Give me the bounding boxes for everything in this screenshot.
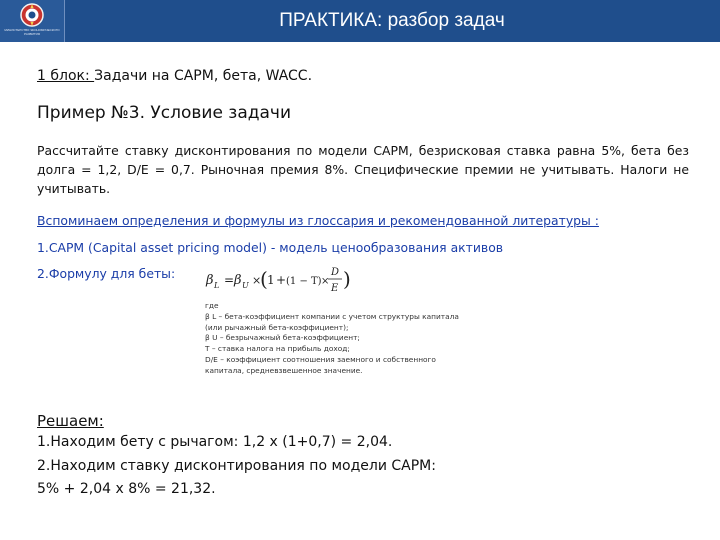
logo-caption: МИНИСТЕРСТВО ЭКОНОМИЧЕСКОГО РАЗВИТИЯ <box>4 28 60 36</box>
legend-line: (или рычажный бета-коэффициент); <box>205 322 349 332</box>
legend-where: где <box>205 301 219 310</box>
formula-sub-u: U <box>242 281 249 290</box>
header-bar <box>0 0 720 42</box>
formula-equals: = <box>224 273 235 287</box>
solution-heading: Решаем: <box>37 412 104 430</box>
formula-frac-den: E <box>331 283 339 294</box>
block-title <box>37 68 312 84</box>
formula-paren-close: ) <box>343 267 351 291</box>
recall-heading: Вспоминаем определения и формулы из глоссария и рекомендованной литературы : <box>37 213 599 228</box>
beta-formula <box>200 262 350 298</box>
formula-sub-l: L <box>214 281 220 290</box>
solution-result: 5% + 2,04 х 8% = 21,32. <box>37 481 216 497</box>
formula-beta-l: β <box>206 273 214 288</box>
legend-line: T – ставка налога на прибыль доход; <box>205 344 350 354</box>
formula-one: 1 <box>267 273 275 287</box>
formula-legend <box>205 301 475 377</box>
block-prefix: 1 блок: <box>37 68 95 84</box>
definition-capm: 1.CAPM (Capital asset pricing model) - модель ценообразования активов <box>37 240 504 255</box>
problem-statement: Рассчитайте ставку дисконтирования по модели CAPM, безрисковая ставка равна 5%, бета без долга = 1,2, D/E = 0,7. Рыночная премия 8%. Специфические премии не учитывать. Налоги не учитывать. <box>37 143 689 196</box>
solution-step-2: 2.Находим ставку дисконтирования по модели CAPM: <box>37 458 436 474</box>
page-title: ПРАКТИКА: разбор задач <box>279 10 505 31</box>
legend-line: β L – бета-коэффициент компании с учетом структуры капитала <box>205 311 459 321</box>
legend-line: β U – безрычажный бета-коэффициент; <box>205 333 360 343</box>
formula-times-2: × <box>321 276 330 287</box>
logo <box>0 0 65 42</box>
legend-line: D/E – коэффициент соотношения заемного и собственного <box>205 354 436 364</box>
formula-beta-u: β <box>234 273 242 288</box>
formula-frac-num: D <box>331 267 340 278</box>
example-heading: Пример №3. Условие задачи <box>37 103 292 123</box>
emblem-icon <box>14 3 50 29</box>
formula-paren-open: ( <box>260 267 268 291</box>
legend-line: капитала, средневзвешенное значение. <box>205 365 363 375</box>
formula-plus: + <box>276 273 287 287</box>
formula-one-minus-t: (1 − T) <box>286 276 322 287</box>
definition-beta: 2.Формулу для беты: <box>37 266 176 281</box>
block-text: Задачи на CAPM, бета, WACC. <box>94 68 313 84</box>
solution-step-1: 1.Находим бету с рычагом: 1,2 х (1+0,7) = 2,04. <box>37 434 393 450</box>
formula-times: × <box>252 274 262 287</box>
